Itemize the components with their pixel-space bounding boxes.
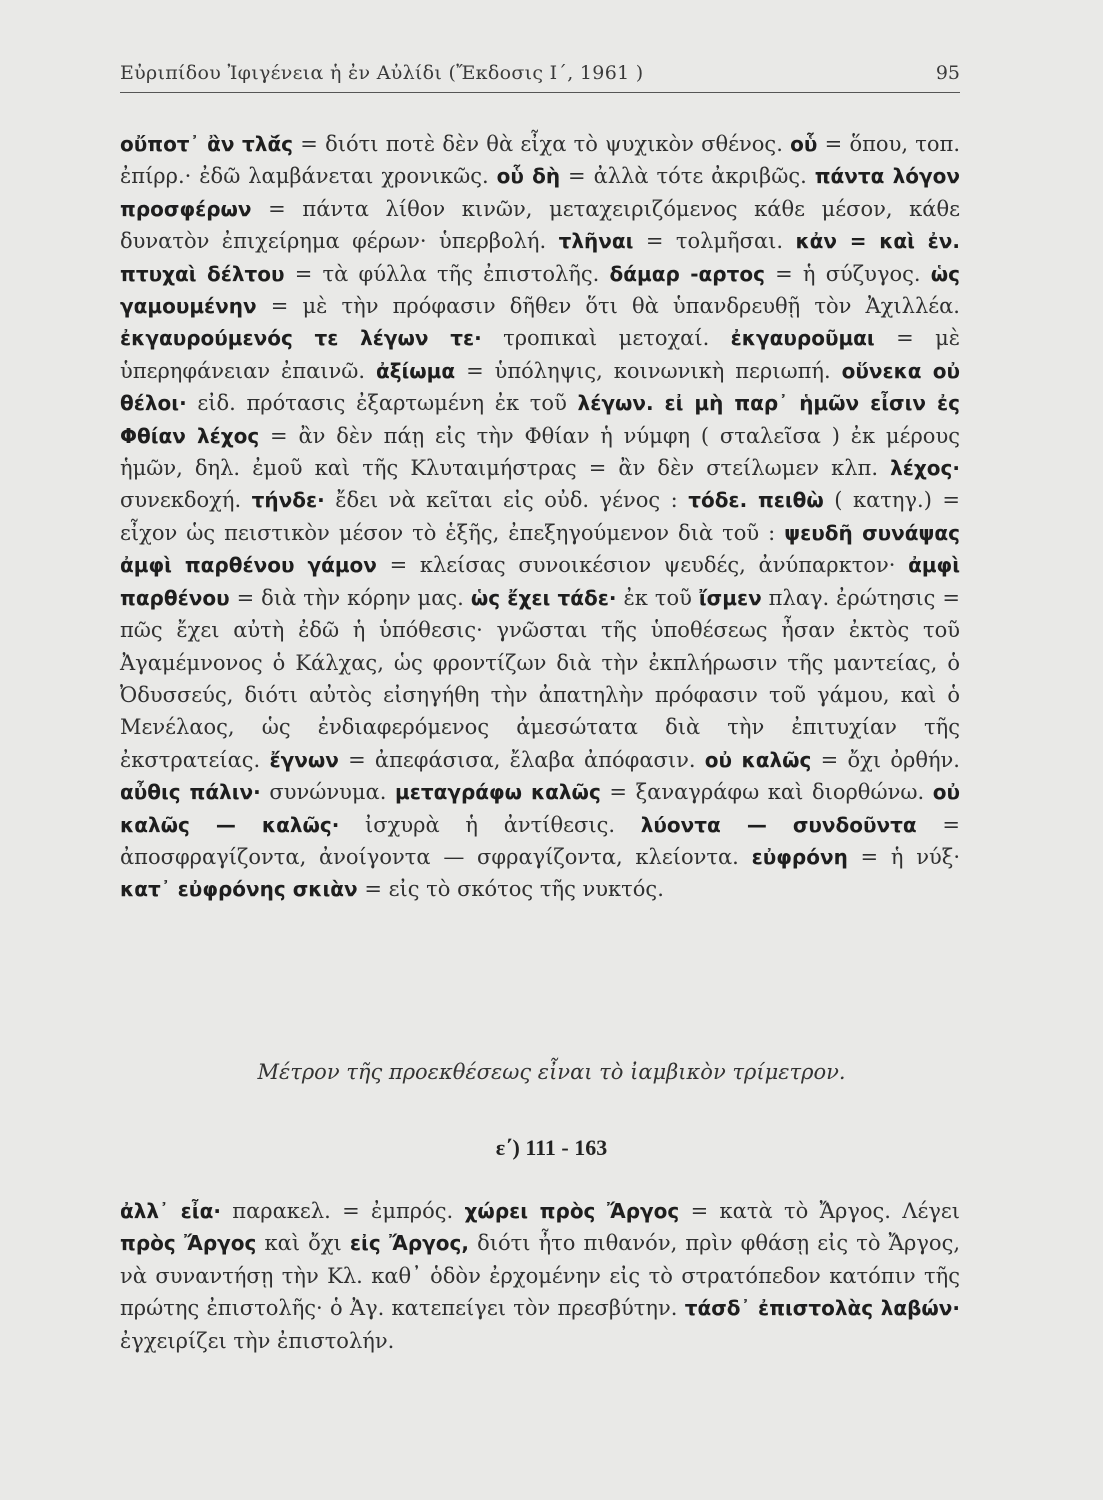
- gloss-text: = ἀλλὰ τότε ἀκριβῶς.: [560, 164, 815, 189]
- lemma-term: εἰς Ἄργος,: [349, 1231, 469, 1256]
- lemma-term: κἀν = καὶ ἐν. πτυχαὶ δέλτου: [120, 229, 960, 286]
- gloss-text: ( κατηγ.) = εἶχον ὡς πειστικὸν μέσον τὸ ἑξῆς, ἐπεξηγούμενον διὰ τοῦ :: [120, 488, 960, 545]
- lemma-term: ἀξίωμα: [375, 358, 456, 383]
- lemma-term: χώρει πρὸς Ἄργος: [464, 1199, 680, 1223]
- lemma-term: οὐ καλῶς: [704, 747, 812, 772]
- page-number: 95: [935, 62, 960, 84]
- section-commentary-paragraph: [120, 1195, 960, 1357]
- lemma-term: λέχος·: [890, 456, 960, 481]
- lemma-term: οὗ δὴ: [496, 164, 561, 189]
- gloss-text: = εἰς τὸ σκότος τῆς νυκτός.: [357, 877, 664, 902]
- gloss-text: εἰδ. πρότασις ἐξαρτωμένη ἐκ τοῦ: [186, 391, 578, 416]
- gloss-text: = ἡ σύζυγος.: [764, 261, 931, 286]
- gloss-text: παρακελ. = ἐμπρός.: [220, 1199, 465, 1223]
- gloss-text: = ὑπόληψις, κοινωνικὴ περιωπή.: [455, 358, 842, 383]
- gloss-text: διότι ἦτο πιθανόν, πρὶν φθάσῃ εἰς τὸ Ἄργος, νὰ συναντήσῃ τὴν Κλ. καθ᾿ ὁδὸν ἐρχομένην εἰς τὸ στρατόπεδον κατόπιν τῆς πρώτης ἐπιστολῆς· ὁ Ἀγ. κατεπείγει τὸν πρεσβύτην.: [120, 1231, 961, 1321]
- lemma-term: ἔγνων: [269, 747, 339, 772]
- lemma-term: μεταγράφω καλῶς: [395, 780, 601, 805]
- gloss-text: = ἀποσφραγίζοντα, ἀνοίγοντα — σφραγίζοντα, κλείοντα.: [120, 812, 960, 869]
- lemma-term: οὔποτ᾿ ἂν τλᾰ́ς: [120, 132, 294, 156]
- gloss-text: τροπικαὶ μετοχαί.: [481, 326, 731, 351]
- lemma-term: ἴσμεν: [698, 585, 762, 610]
- lemma-term: πάντα λόγον προσφέρων: [120, 164, 960, 221]
- lemma-term: οὐ καλῶς — καλῶς·: [120, 780, 960, 837]
- gloss-text: = ξαναγράφω καὶ διορθώνω.: [600, 780, 933, 805]
- lemma-term: τάσδ᾿ ἐπιστολὰς λαβών·: [684, 1296, 961, 1321]
- gloss-text: = διὰ τὴν κόρην μας.: [229, 585, 471, 610]
- gloss-text: ἐκ τοῦ: [616, 585, 699, 610]
- gloss-text: πλαγ. ἐρώτησις = πῶς ἔχει αὐτὴ ἐδῶ ἡ ὑπόθεσις· γνῶσται τῆς ὑποθέσεως ἦσαν ἐκτὸς τοῦ Ἀγαμέμνονος ὁ Κάλχας, ὡς φροντίζων διὰ τὴν ἐκπλήρωσιν τῆς μαντείας, ὁ Ὀδυσσεύς, διότι αὐτὸς εἰσηγήθη τὴν ἀπατηλὴν πρόφασιν τοῦ γάμου, καὶ ὁ Μενέλαος, ὡς ἐνδιαφερόμενος ἀμεσώτατα διὰ τὴν ἐπιτυχίαν τῆς ἐκστρατείας.: [120, 585, 960, 772]
- lemma-term: ἐκγαυρούμενός τε λέγων τε·: [120, 326, 482, 351]
- running-title: Εὐριπίδου Ἰφιγένεια ἡ ἐν Αὐλίδι (Ἔκδοσις Ι΄, 1961 ): [120, 62, 644, 84]
- lemma-term: τήνδε·: [251, 488, 325, 513]
- gloss-text: = ὄχι ὀρθήν.: [811, 747, 960, 772]
- lemma-term: ἀλλ᾿ εἶα·: [120, 1199, 221, 1223]
- commentary-paragraph: [120, 128, 960, 906]
- lemma-term: αὖθις πάλιν·: [120, 780, 261, 805]
- lemma-term: τλῆναι: [558, 229, 634, 254]
- lemma-term: εὐφρόνη: [751, 844, 848, 869]
- section-heading: ε΄) 111 - 163: [495, 1135, 608, 1160]
- lemma-term: λύοντα — συνδοῦντα: [640, 812, 917, 837]
- meter-note: Μέτρον τῆς προεκθέσεως εἶναι τὸ ἰαμβικὸν τρίμετρον.: [257, 1060, 846, 1084]
- running-header: [120, 62, 960, 93]
- gloss-text: = κλείσας συνοικέσιον ψευδές, ἀνύπαρκτον·: [376, 553, 909, 578]
- gloss-text: ἰσχυρὰ ἡ ἀντίθεσις.: [339, 812, 641, 837]
- lemma-term: ψευδῆ συνάψας ἀμφὶ παρθένου γάμον: [120, 520, 960, 578]
- gloss-text: καὶ ὄχι: [256, 1231, 350, 1256]
- gloss-text: ἐγχειρίζει τὴν ἐπιστολήν.: [120, 1328, 395, 1353]
- gloss-text: = μὲ τὴν πρόφασιν δῆθεν ὅτι θὰ ὑπανδρευθῇ τὸν Ἀχιλλέα.: [256, 294, 960, 319]
- gloss-text: = μὲ ὑπερηφάνειαν ἐπαινῶ.: [120, 326, 960, 383]
- gloss-text: ἔδει νὰ κεῖται εἰς οὐδ. γένος :: [324, 488, 689, 513]
- gloss-text: = πάντα λίθον κινῶν, μεταχειριζόμενος κάθε μέσον, κάθε δυνατὸν ἐπιχείρημα φέρων· ὑπερβολή.: [120, 196, 960, 254]
- gloss-text: = τὰ φύλλα τῆς ἐπιστολῆς.: [284, 261, 610, 286]
- gloss-text: = ὅπου, τοπ. ἐπίρρ.· ἐδῶ λαμβάνεται χρονικῶς.: [120, 132, 961, 189]
- gloss-text: = ἂν δὲν πάῃ εἰς τὴν Φθίαν ἡ νύμφη ( σταλεῖσα ) ἐκ μέρους ἡμῶν, δηλ. ἐμοῦ καὶ τῆς Κλυταιμήστρας = ἂν δὲν στείλωμεν κλπ.: [120, 423, 960, 481]
- gloss-text: = κατὰ τὸ Ἄργος. Λέγει: [679, 1199, 961, 1223]
- gloss-text: συνεκδοχή.: [120, 488, 252, 513]
- lemma-term: πρὸς Ἄργος: [120, 1231, 257, 1256]
- lemma-term: κατ᾿ εὐφρόνης σκιὰν: [120, 877, 358, 902]
- gloss-text: = διότι ποτὲ δὲν θὰ εἶχα τὸ ψυχικὸν σθένος.: [293, 132, 791, 156]
- gloss-text: = ἀπεφάσισα, ἔλαβα ἀπόφασιν.: [338, 747, 705, 772]
- lemma-term: ὡς γαμουμένην: [120, 261, 961, 319]
- lemma-term: ὡς ἔχει τάδε·: [470, 585, 617, 610]
- lemma-term: λέγων. εἰ μὴ παρ᾿ ἡμῶν εἶσιν ἐς Φθίαν λέχος: [120, 391, 960, 448]
- lemma-term: οὕνεκα οὐ θέλοι·: [120, 358, 960, 416]
- gloss-text: συνώνυμα.: [260, 780, 395, 805]
- gloss-text: = ἡ νύξ·: [847, 844, 961, 869]
- lemma-term: ἐκγαυροῦμαι: [730, 326, 875, 351]
- lemma-term: οὗ: [790, 132, 818, 156]
- lemma-term: ἀμφὶ παρθένου: [120, 553, 960, 610]
- gloss-text: = τολμῆσαι.: [633, 229, 796, 254]
- lemma-term: δάμαρ -αρτος: [609, 261, 765, 286]
- lemma-term: τόδε. πειθὼ: [688, 488, 824, 513]
